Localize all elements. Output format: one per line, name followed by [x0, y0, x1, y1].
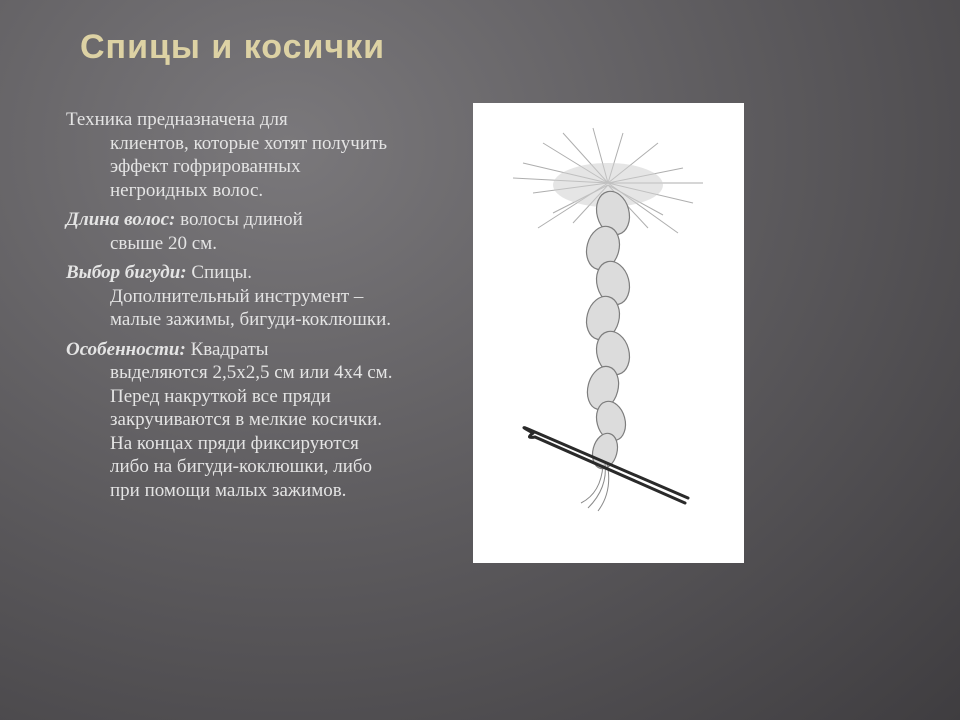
features-paragraph — [66, 338, 396, 503]
curler-choice-paragraph — [66, 261, 396, 332]
braid — [582, 188, 634, 472]
slide-body-text — [66, 108, 396, 508]
features-term: Особенности: — [66, 338, 186, 360]
curler-choice-rest: Дополнительный инструмент – малые зажимы, бигуди-коклюшки. — [110, 285, 391, 330]
features-rest: выделяются 2,5х2,5 см или 4х4 см. Перед накруткой все пряди закручиваются в мелкие косички. На концах пряди фиксируются либо на бигуди-коклюшки, либо при помощи малых зажимов. — [110, 362, 393, 501]
features-first-tail: Квадраты — [185, 338, 269, 360]
intro-paragraph — [66, 108, 396, 202]
features-first-line — [66, 338, 396, 362]
braid-with-hairpin-illustration — [473, 103, 744, 563]
intro-first-line: Техника предназначена для — [66, 109, 288, 130]
hair-length-first-line — [66, 208, 396, 232]
braid-tail — [581, 463, 609, 511]
hair-length-term: Длина волос: — [66, 209, 176, 230]
hair-length-first-tail: волосы длиной — [175, 209, 303, 230]
curler-choice-first-line — [66, 261, 396, 285]
curler-choice-term: Выбор бигуди: — [66, 262, 187, 283]
slide-title: Спицы и косички — [80, 28, 386, 66]
hair-length-rest: свыше 20 см. — [110, 232, 217, 254]
hair-length-paragraph — [66, 208, 396, 255]
braid-illustration — [473, 103, 744, 563]
intro-rest: клиентов, которые хотят получить эффект гофрированных негроидных волос. — [110, 132, 387, 201]
curler-choice-first-tail: Спицы. — [186, 262, 253, 283]
